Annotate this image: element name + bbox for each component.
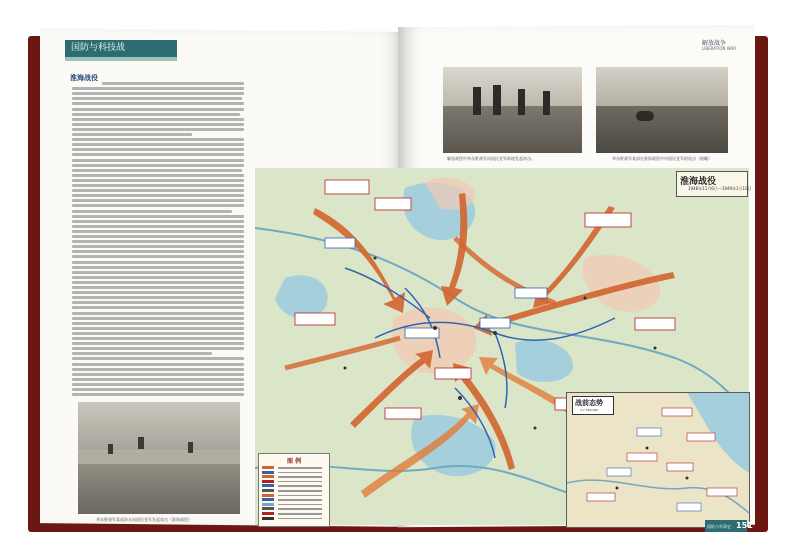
text-line [72, 87, 244, 90]
text-line [72, 337, 244, 340]
right-header-sub: LIBERATION WAR [702, 46, 737, 51]
page-number: 151 [736, 521, 753, 530]
text-line [72, 296, 244, 299]
text-line [72, 271, 244, 274]
text-line [72, 164, 244, 167]
text-line [72, 317, 244, 320]
text-line [72, 225, 244, 228]
text-line [72, 143, 244, 146]
text-line [72, 148, 244, 151]
legend-row [262, 494, 324, 497]
caption-top-left: 解放战役中华东野战军向国民党军阵地发起冲击。 [447, 156, 535, 161]
text-line [72, 108, 244, 111]
text-line [72, 281, 244, 284]
text-line [72, 306, 244, 309]
map-title: 淮海战役 [680, 177, 717, 187]
text-line [72, 133, 192, 136]
photo-assault [443, 67, 582, 153]
text-line [72, 235, 244, 238]
text-line [72, 250, 244, 253]
text-line [72, 138, 244, 141]
legend-row [262, 512, 324, 515]
text-line [72, 357, 244, 360]
text-line [72, 184, 244, 187]
page-number-label: 国防与军事史 [707, 524, 731, 529]
legend-row [262, 498, 324, 501]
legend-row [262, 466, 324, 469]
text-line [72, 189, 244, 192]
text-line [72, 169, 242, 172]
legend-row [262, 471, 324, 474]
text-line [72, 291, 244, 294]
text-line [72, 286, 244, 289]
legend-row [262, 489, 324, 492]
text-line [72, 347, 244, 350]
legend-row [262, 503, 324, 506]
text-line [102, 82, 244, 85]
text-line [72, 204, 244, 207]
text-line [72, 352, 212, 355]
text-line [72, 368, 244, 371]
legend-row [262, 507, 324, 510]
text-line [72, 322, 244, 325]
chapter-tab: 国防与科技战 [65, 40, 177, 57]
text-line [72, 363, 244, 366]
text-line [72, 388, 244, 391]
inset-title: 战前态势 [575, 399, 603, 407]
legend-row [262, 517, 324, 520]
text-line [72, 255, 244, 258]
text-line [72, 102, 244, 105]
text-line [72, 215, 244, 218]
photo-trench [596, 67, 728, 153]
text-line [72, 199, 244, 202]
text-line [72, 373, 244, 376]
text-line [72, 194, 244, 197]
text-line [72, 312, 244, 315]
text-line [72, 276, 244, 279]
text-line [72, 113, 240, 116]
text-line [72, 220, 244, 223]
caption-bottom-left: 华东野战军某部涉水向国民党军发起攻击（淮海战役） [96, 517, 192, 522]
text-line [72, 383, 244, 386]
text-line [72, 342, 244, 345]
text-line [72, 123, 244, 126]
section-title: 淮海战役 [70, 74, 98, 82]
caption-top-right: 华东野战军某部在淮海战役中对国民党军的攻击（俯瞰） [612, 156, 712, 161]
text-line [72, 332, 244, 335]
text-line [72, 92, 244, 95]
text-line [72, 245, 244, 248]
legend-row [262, 475, 324, 478]
legend-row [262, 484, 324, 487]
text-line [72, 266, 244, 269]
text-line [72, 301, 244, 304]
text-line [72, 174, 244, 177]
text-line [72, 179, 244, 182]
text-line [72, 159, 244, 162]
text-line [72, 210, 232, 213]
text-line [72, 230, 244, 233]
text-line [72, 393, 244, 396]
text-line [72, 327, 244, 330]
text-line [72, 118, 244, 121]
text-line [72, 97, 242, 100]
chapter-tab-stripe [65, 57, 177, 61]
legend-title: 图 例 [287, 458, 302, 465]
map-date-range: 1948年11月6日—1949年1月10日 [688, 186, 752, 191]
text-line [72, 261, 244, 264]
legend-row [262, 480, 324, 483]
text-line [72, 240, 244, 243]
right-header: 解放战争 [702, 40, 727, 47]
inset-scale: 1:7 500 000 [580, 408, 599, 412]
photo-river-crossing [78, 402, 240, 514]
text-line [72, 153, 244, 156]
text-line [72, 378, 244, 381]
text-line [72, 128, 244, 131]
